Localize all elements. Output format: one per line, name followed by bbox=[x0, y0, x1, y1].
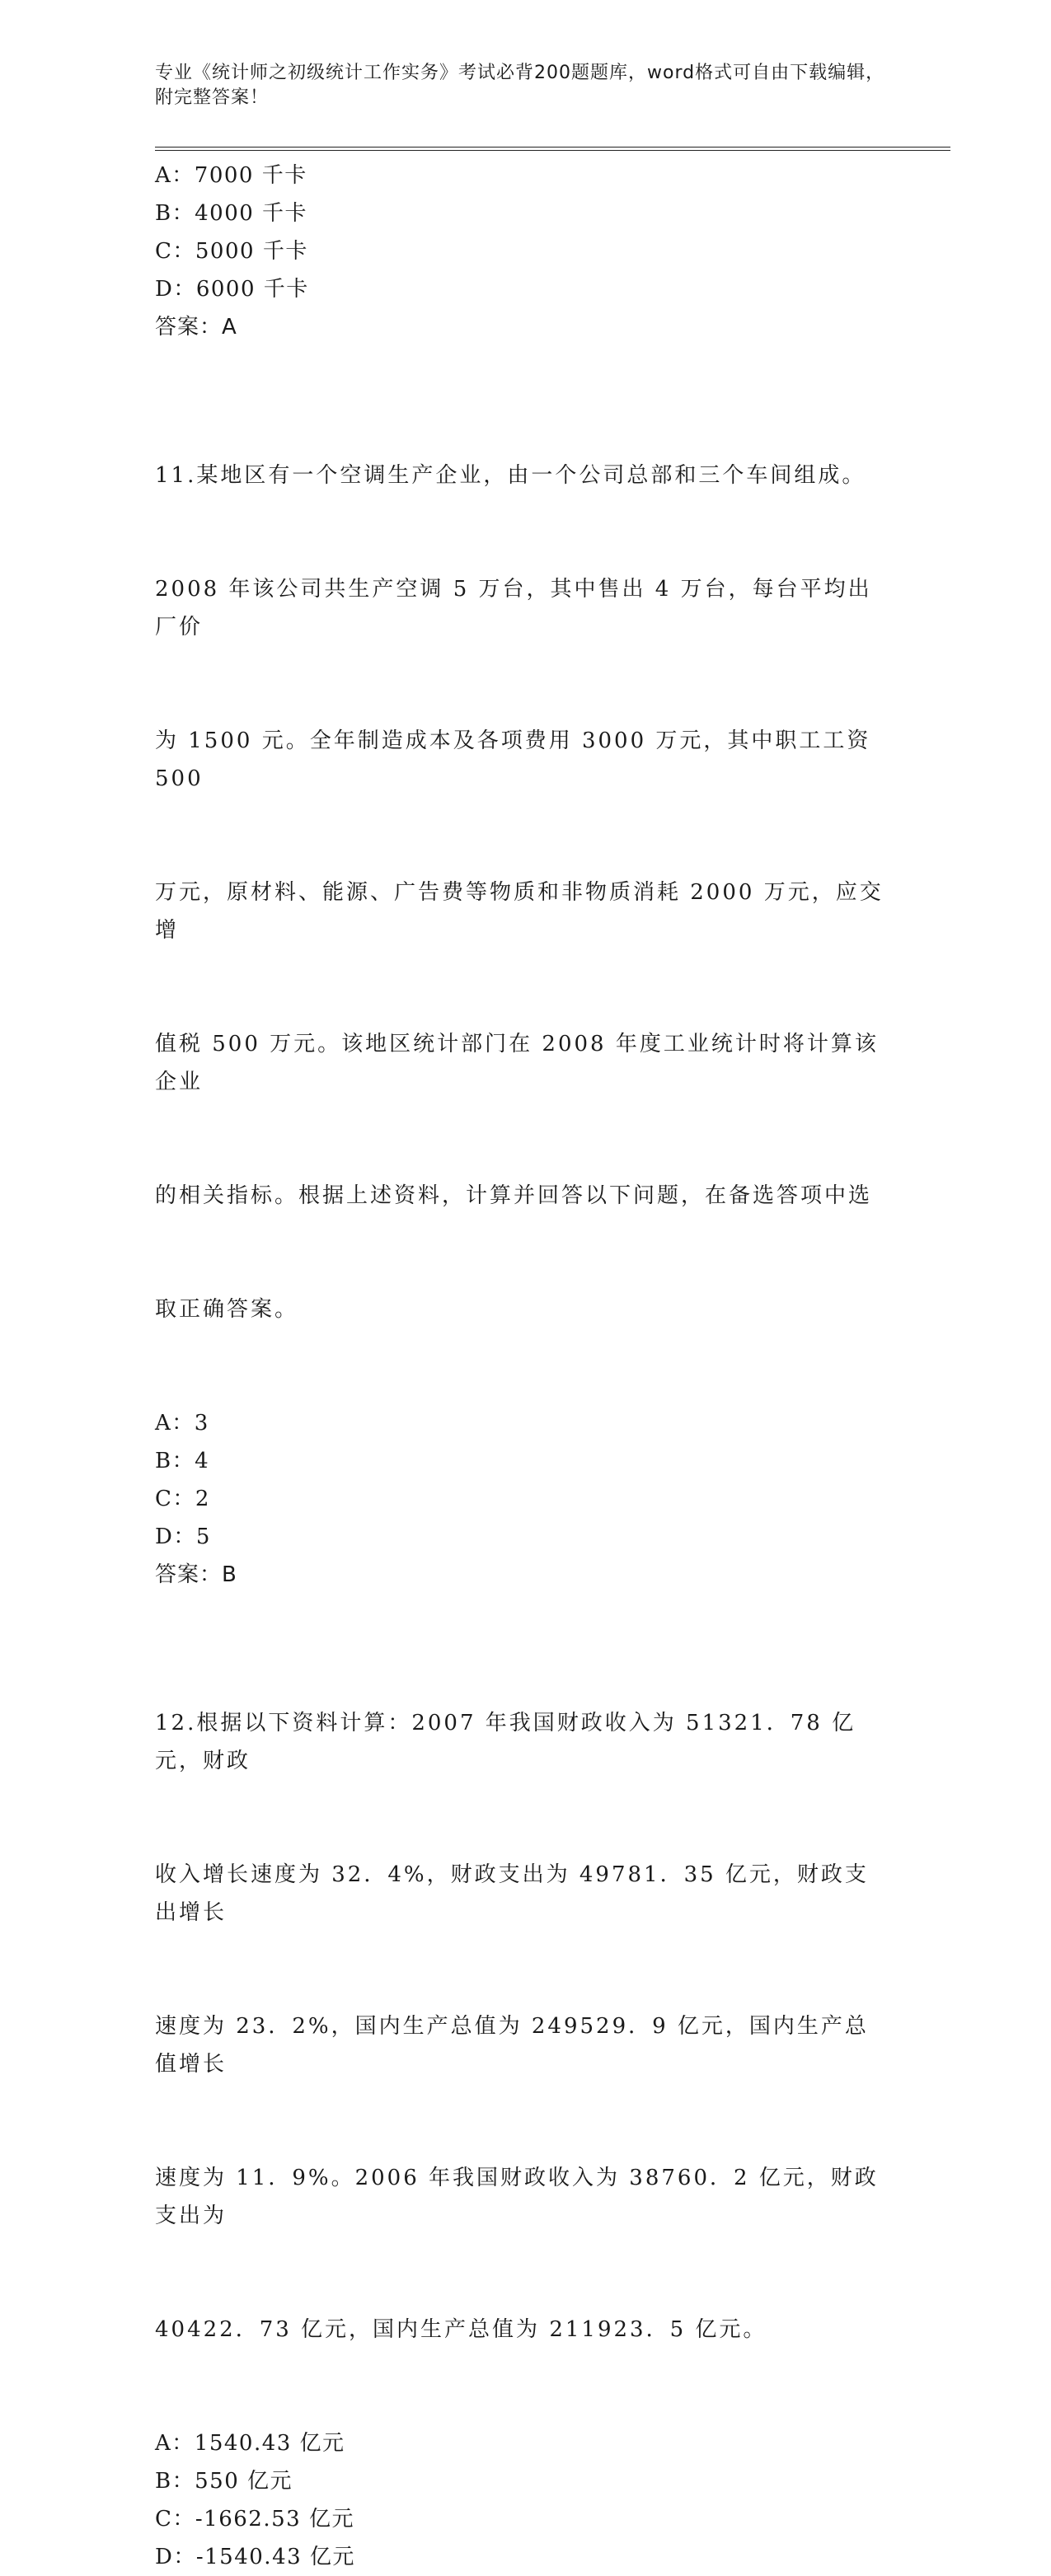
question-text bbox=[155, 1628, 889, 2424]
question-text-line: 为 1500 元。全年制造成本及各项费用 3000 万元，其中职工工资 500 bbox=[155, 728, 880, 791]
question-text-line: 12.根据以下资料计算：2007 年我国财政收入为 51321．78 亿元，财政 bbox=[155, 1711, 856, 1773]
option-c: C：5000 千卡 bbox=[155, 239, 308, 264]
question-text-line: 2008 年该公司共生产空调 5 万台，其中售出 4 万台，每台平均出厂价 bbox=[155, 577, 872, 639]
question-text-line: 万元，原材料、能源、广告费等物质和非物质消耗 2000 万元，应交增 bbox=[155, 880, 884, 943]
option-b: B：550 亿元 bbox=[155, 2469, 293, 2494]
header-double-rule bbox=[155, 147, 950, 151]
question-text-line: 的相关指标。根据上述资料，计算并回答以下问题，在备选答项中选 bbox=[155, 1183, 873, 1208]
option-c: C：2 bbox=[155, 1487, 210, 1511]
option-d: D：6000 千卡 bbox=[155, 277, 309, 302]
question-text-line: 速度为 23．2%，国内生产总值为 249529．9 亿元，国内生产总值增长 bbox=[155, 2014, 869, 2077]
question-text-line: 收入增长速度为 32．4%，财政支出为 49781．35 亿元，财政支出增长 bbox=[155, 1862, 869, 1925]
answer-line: 答案：A bbox=[155, 315, 237, 340]
question-text-line: 速度为 11．9%。2006 年我国财政收入为 38760．2 亿元，财政支出为 bbox=[155, 2166, 879, 2228]
question-text-line: 11.某地区有一个空调生产企业，由一个公司总部和三个车间组成。 bbox=[155, 463, 866, 488]
option-a: A：7000 千卡 bbox=[155, 163, 307, 188]
option-c: C：-1662.53 亿元 bbox=[155, 2507, 354, 2532]
document-body bbox=[155, 157, 897, 2576]
question-text bbox=[155, 381, 889, 1404]
question-10-remainder bbox=[155, 157, 897, 346]
question-11 bbox=[155, 381, 897, 1594]
option-a: A：1540.43 亿元 bbox=[155, 2431, 345, 2456]
option-a: A：3 bbox=[155, 1411, 209, 1436]
question-text-line: 40422．73 亿元，国内生产总值为 211923．5 亿元。 bbox=[155, 2317, 767, 2342]
option-d: D：-1540.43 亿元 bbox=[155, 2545, 355, 2569]
question-text-line: 值税 500 万元。该地区统计部门在 2008 年度工业统计时将计算该企业 bbox=[155, 1032, 879, 1094]
option-b: B：4 bbox=[155, 1449, 210, 1473]
question-12 bbox=[155, 1628, 897, 2576]
document-header: 专业《统计师之初级统计工作实务》考试必背200题题库，word格式可自由下载编辑，附完整答案！ bbox=[155, 63, 885, 108]
option-d: D：5 bbox=[155, 1525, 211, 1549]
option-b: B：4000 千卡 bbox=[155, 201, 308, 226]
answer-line: 答案：B bbox=[155, 1562, 237, 1587]
question-text-line: 取正确答案。 bbox=[155, 1297, 299, 1322]
